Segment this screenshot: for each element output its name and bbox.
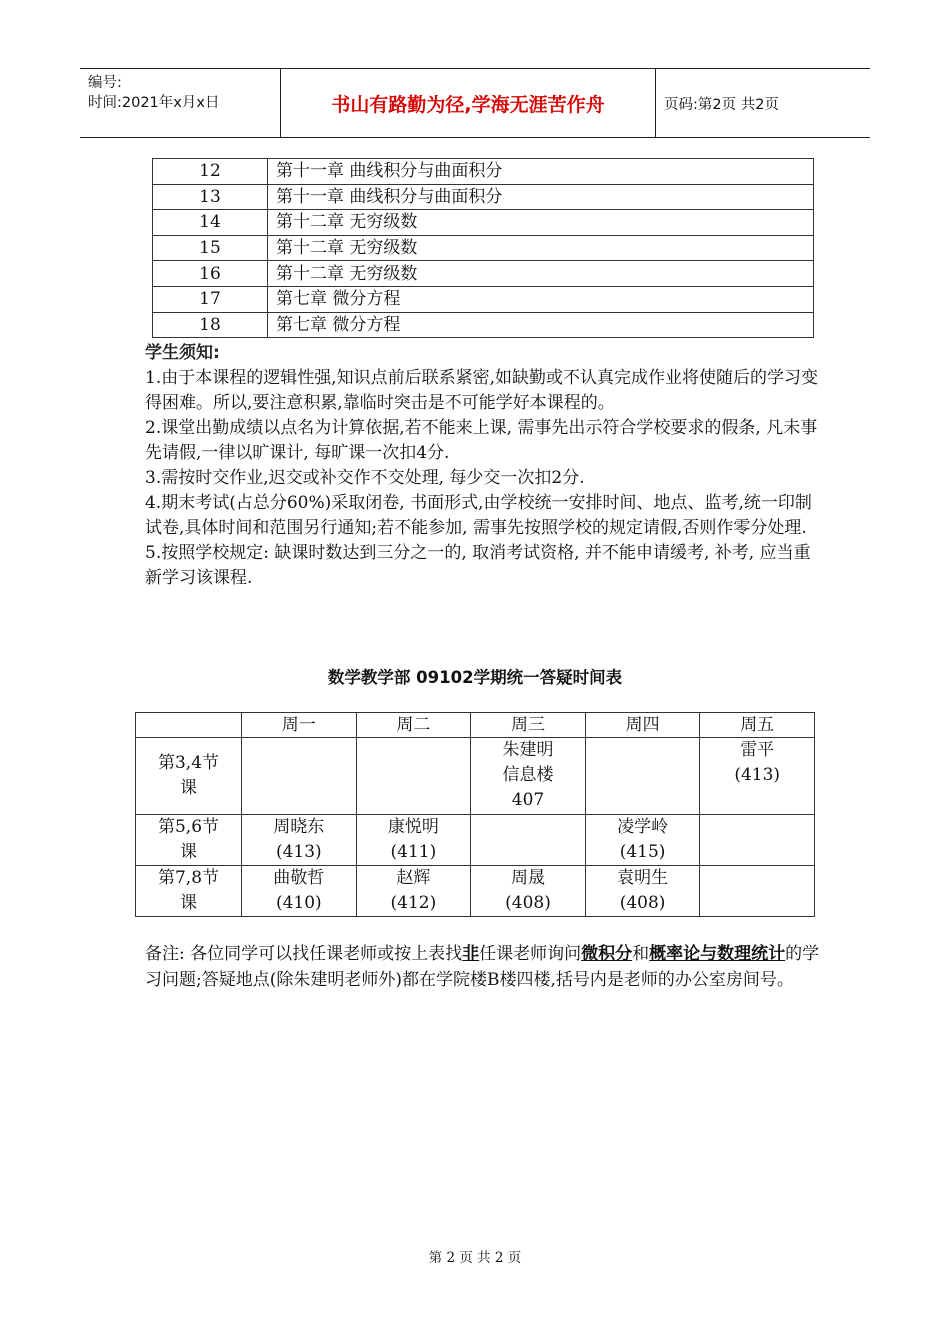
- teacher-name: 袁明生: [617, 868, 669, 888]
- slot-label-line: 第3,4节: [157, 753, 220, 773]
- remark-paragraph: [145, 941, 825, 993]
- header-page-info: 页码:第2页 共2页: [664, 96, 779, 113]
- table-row: [136, 866, 815, 917]
- teacher-name: 赵辉: [396, 868, 431, 888]
- notice-item: 5.按照学校规定: 缺课时数达到三分之一的, 取消考试资格, 并不能申请缓考, 补考, 应当重新学习该课程.: [145, 543, 811, 588]
- notice-item: 3.需按时交作业,迟交或补交作不交处理, 每少交一次扣2分.: [145, 468, 585, 488]
- slot-label-line: 课: [180, 778, 197, 798]
- remark-part: 和: [632, 944, 650, 964]
- remark-part: 的学习问题;答疑地点(除朱建明老师外)都在学院楼B楼四楼,括号内是老师的办公室房间号。: [145, 944, 820, 990]
- teacher-name: 周晟: [510, 868, 545, 888]
- schedule-cell: [471, 738, 586, 815]
- schedule-cell: [356, 815, 471, 866]
- table-row: [153, 312, 814, 338]
- remark-emphasis: 微积分: [581, 944, 633, 964]
- teacher-name: 雷平: [740, 740, 775, 760]
- teacher-room: (408): [505, 893, 551, 913]
- header-divider: [655, 69, 656, 137]
- table-row: [136, 815, 815, 866]
- week-cell: 18: [153, 312, 268, 338]
- corner-cell: [136, 713, 242, 738]
- slot-label-line: 第7,8节: [157, 868, 220, 888]
- teacher-location: 信息楼: [502, 765, 554, 785]
- schedule-cell: [356, 738, 471, 815]
- slot-label: [136, 866, 242, 917]
- table-row: [153, 210, 814, 236]
- slot-label-line: 课: [180, 893, 197, 913]
- topic-cell: 第十二章 无穷级数: [268, 261, 814, 287]
- schedule-cell: [242, 866, 357, 917]
- page-footer: 第 2 页 共 2 页: [428, 1250, 522, 1266]
- teacher-room: (410): [275, 893, 322, 913]
- week-cell: 17: [153, 286, 268, 312]
- teacher-room: 407: [511, 790, 545, 810]
- notice-item: 1.由于本课程的逻辑性强,知识点前后联系紧密,如缺勤或不认真完成作业将使随后的学习变得困难。所以,要注意积累,靠临时突击是不可能学好本课程的。: [145, 368, 819, 413]
- table-row: [153, 159, 814, 185]
- remark-part: 任课老师询问: [479, 944, 582, 964]
- teacher-name: 周晓东: [273, 817, 325, 837]
- schedule-cell: [471, 866, 586, 917]
- teacher-name: 朱建明: [502, 740, 554, 760]
- schedule-cell: [356, 866, 471, 917]
- day-header: 周二: [356, 713, 471, 738]
- office-hours-table: [135, 712, 815, 917]
- topic-cell: 第十一章 曲线积分与曲面积分: [268, 159, 814, 185]
- schedule-cell: [700, 815, 815, 866]
- teacher-room: (408): [619, 893, 666, 913]
- slot-label: [136, 738, 242, 815]
- remark-text: [145, 941, 825, 993]
- header-meta: [80, 69, 280, 137]
- week-cell: 16: [153, 261, 268, 287]
- teacher-room: (411): [390, 842, 437, 862]
- topic-cell: 第十一章 曲线积分与曲面积分: [268, 184, 814, 210]
- schedule-cell: [585, 815, 700, 866]
- slot-label: [136, 815, 242, 866]
- teacher-room: (415): [619, 842, 666, 862]
- teacher-name: 曲敬哲: [273, 868, 325, 888]
- week-cell: 15: [153, 235, 268, 261]
- student-notice: [145, 340, 820, 591]
- teacher-room: (413): [275, 842, 322, 862]
- header-motto: 书山有路勤为径,学海无涯苦作舟: [331, 93, 605, 116]
- table-row: [136, 738, 815, 815]
- chapter-schedule-table: [152, 158, 814, 338]
- table-row: [153, 286, 814, 312]
- slot-label-line: 课: [180, 842, 197, 862]
- table-row: [153, 261, 814, 287]
- teacher-room: (413): [734, 765, 781, 785]
- day-header: 周一: [242, 713, 357, 738]
- page-header: [80, 68, 870, 138]
- teacher-name: 康悦明: [387, 817, 439, 837]
- topic-cell: 第七章 微分方程: [268, 312, 814, 338]
- schedule-cell: [242, 738, 357, 815]
- topic-cell: 第七章 微分方程: [268, 286, 814, 312]
- slot-label-line: 第5,6节: [157, 817, 220, 837]
- table-row: [153, 184, 814, 210]
- remark-emphasis: 概率论与数理统计: [649, 944, 786, 964]
- schedule-cell: [242, 815, 357, 866]
- table-row: [153, 235, 814, 261]
- week-cell: 14: [153, 210, 268, 236]
- time-label: 时间:2021年x月x日: [88, 95, 220, 111]
- day-header: 周五: [700, 713, 815, 738]
- number-label: 编号:: [88, 75, 122, 91]
- week-cell: 13: [153, 184, 268, 210]
- day-header: 周四: [585, 713, 700, 738]
- office-hours-title: 数学教学部 09102学期统一答疑时间表: [327, 668, 623, 687]
- day-header: 周三: [471, 713, 586, 738]
- schedule-cell: [585, 738, 700, 815]
- schedule-cell: [585, 866, 700, 917]
- topic-cell: 第十二章 无穷级数: [268, 235, 814, 261]
- schedule-cell: [700, 738, 815, 815]
- teacher-room: (412): [390, 893, 437, 913]
- notice-title: 学生须知:: [145, 343, 220, 363]
- teacher-name: 凌学岭: [617, 817, 669, 837]
- week-cell: 12: [153, 159, 268, 185]
- schedule-cell: [700, 866, 815, 917]
- remark-emphasis: 非: [462, 944, 480, 964]
- notice-item: 2.课堂出勤成绩以点名为计算依据,若不能来上课, 需事先出示符合学校要求的假条, 凡未事先请假,一律以旷课计, 每旷课一次扣4分.: [145, 418, 818, 463]
- topic-cell: 第十二章 无穷级数: [268, 210, 814, 236]
- schedule-cell: [471, 815, 586, 866]
- table-header-row: [136, 713, 815, 738]
- notice-item: 4.期末考试(占总分60%)采取闭卷, 书面形式,由学校统一安排时间、地点、监考,统一印制试卷,具体时间和范围另行通知;若不能参加, 需事先按照学校的规定请假,否则作零分处理.: [145, 493, 812, 538]
- remark-part: 备注: 各位同学可以找任课老师或按上表找: [145, 944, 463, 964]
